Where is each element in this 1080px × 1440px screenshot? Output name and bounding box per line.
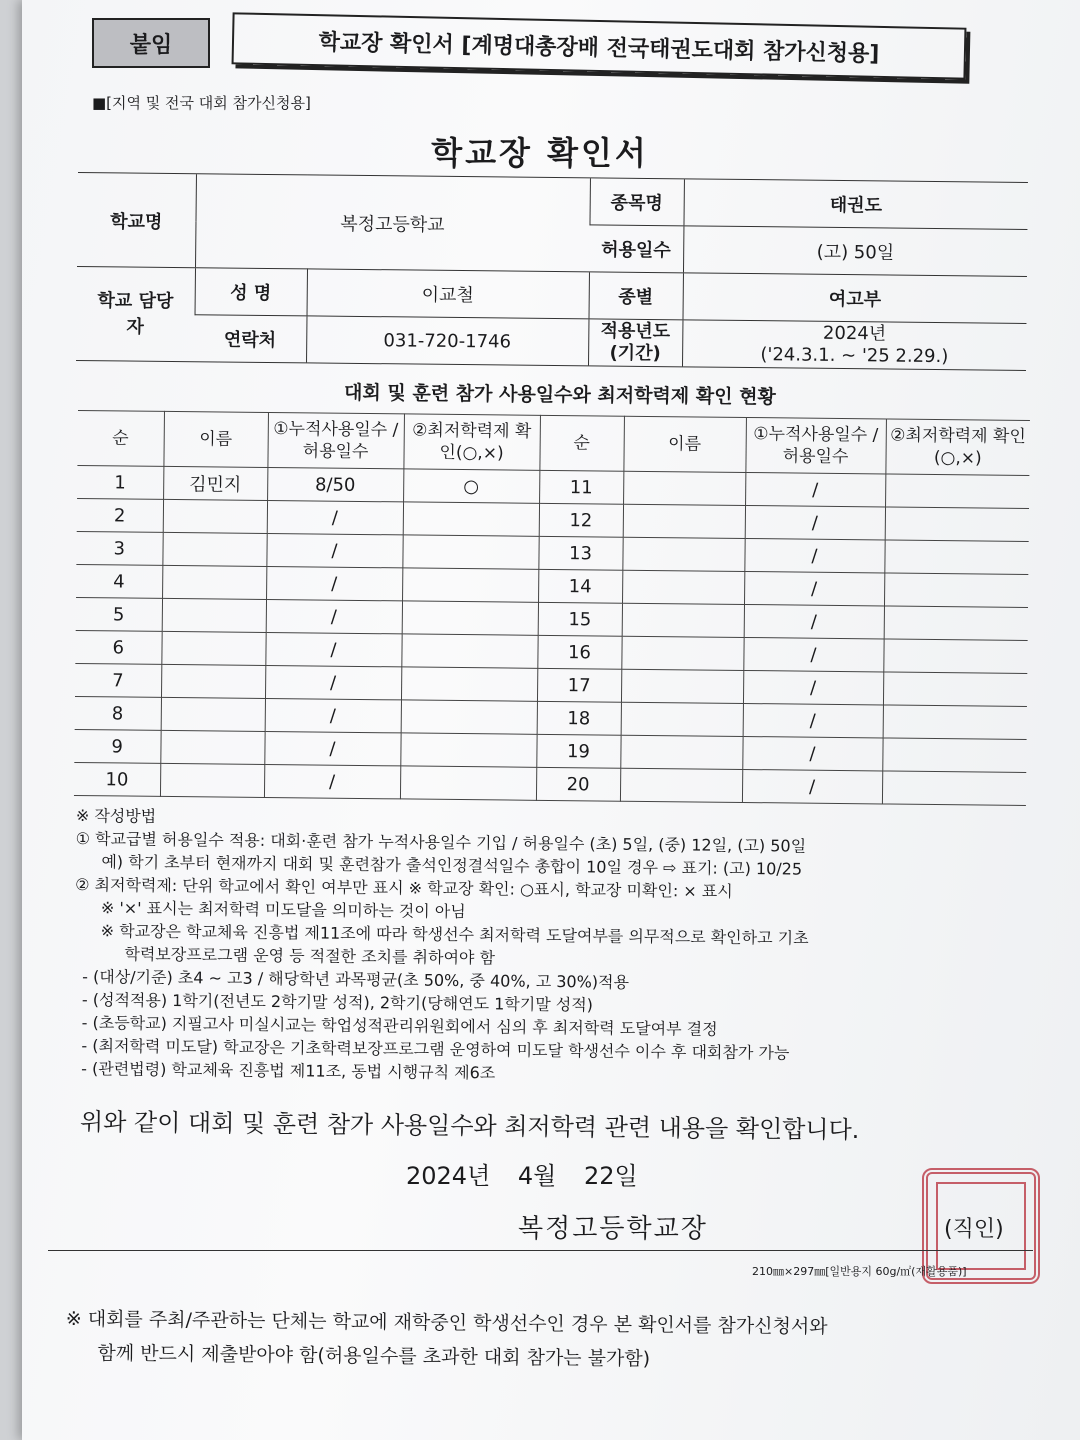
header-days: ①누적사용일수 /허용일수	[267, 412, 404, 468]
banner-title: 학교장 확인서 [계명대총장배 전국태권도대회 참가신청용]	[232, 12, 967, 79]
days-used: /	[742, 769, 882, 803]
days-used: /	[264, 764, 400, 798]
student-name	[161, 631, 265, 665]
student-name	[162, 598, 266, 632]
days-used: /	[265, 665, 401, 699]
participation-table	[74, 410, 1030, 806]
year-value: 2024년	[822, 322, 887, 345]
days-used: /	[744, 571, 884, 605]
student-name	[162, 532, 266, 566]
student-name	[621, 636, 743, 670]
gender-label: 종별	[588, 272, 682, 320]
header-no: 순	[77, 410, 164, 466]
row-number: 1	[77, 465, 163, 499]
days-used: /	[265, 698, 401, 732]
days-used: /	[266, 533, 402, 567]
confirmation-statement: 위와 같이 대회 및 훈련 참가 사용일수와 최저학력 관련 내용을 확인합니다.	[79, 1107, 860, 1145]
academic-check	[401, 700, 537, 734]
academic-check	[402, 568, 538, 602]
sport-label: 종목명	[589, 178, 683, 226]
header-days: ①누적사용일수 /허용일수	[745, 417, 886, 473]
sport-value: 태권도	[683, 179, 1027, 230]
school-label: 학교명	[77, 172, 196, 267]
academic-check	[884, 540, 1028, 575]
footer-line: 함께 반드시 제출받아야 함(허용일수를 초과한 대회 참가는 불가함)	[97, 1342, 651, 1371]
row-number: 17	[537, 668, 621, 702]
school-value: 복정고등학교	[195, 174, 590, 272]
manager-label: 학교 담당자	[76, 266, 195, 361]
student-name	[620, 768, 742, 802]
academic-check	[885, 474, 1029, 509]
days-used: /	[743, 637, 883, 671]
paper-spec: 210㎜×297㎜[일반용지 60g/㎡(재활용품)]	[752, 1265, 967, 1278]
header-name: 이름	[623, 416, 746, 472]
row-number: 11	[539, 470, 623, 504]
row-number: 15	[538, 602, 622, 636]
days-used: /	[743, 703, 883, 737]
row-number: 4	[76, 564, 162, 598]
row-number: 12	[539, 503, 623, 537]
student-name	[623, 471, 745, 505]
days-used: /	[745, 472, 885, 506]
row-number: 7	[75, 663, 161, 697]
student-name	[622, 603, 744, 637]
contact-value: 031-720-1746	[306, 316, 588, 366]
seal-label: (직인)	[944, 1217, 1004, 1242]
contact-label: 연락처	[194, 315, 306, 363]
student-name	[620, 735, 742, 769]
academic-check	[400, 733, 536, 767]
student-name	[161, 664, 265, 698]
principal-signature: 복정고등학교장	[518, 1214, 708, 1244]
days-used: /	[266, 599, 402, 633]
student-name	[160, 763, 264, 797]
student-name	[622, 570, 744, 604]
row-number: 8	[75, 696, 161, 730]
instructions	[73, 804, 1036, 1090]
note-line: ※ '×' 표시는 최저학력 미도달을 의미하는 것이 아님	[100, 898, 466, 922]
student-name	[161, 697, 265, 731]
academic-check: ○	[403, 469, 539, 503]
academic-check	[883, 639, 1027, 674]
note-line: - (초등학교) 지필고사 미실시교는 학업성적관리위원회에서 심의 후 최저학력 도달여부 결정	[81, 1013, 718, 1039]
academic-check	[401, 667, 537, 701]
note-line: ※ 작성방법	[75, 805, 157, 826]
days-used: /	[743, 670, 883, 704]
footer-note	[65, 1302, 827, 1378]
subnote: ■[지역 및 전국 대회 참가신청용]	[92, 94, 311, 112]
note-line: ※ 학교장은 학교체육 진흥법 제11조에 따라 학생선수 최저학력 도달여부를 의무적으로 확인하고 기초	[100, 921, 809, 948]
academic-check	[883, 672, 1027, 707]
student-name	[622, 537, 744, 571]
year-label: 적용년도 (기간)	[588, 319, 682, 367]
document-title: 학교장 확인서	[431, 134, 649, 172]
header-check: ②최저학력제 확인(○,×)	[403, 414, 540, 470]
days-label: 허용일수	[589, 225, 683, 273]
student-name	[163, 499, 267, 533]
header-name: 이름	[163, 411, 268, 467]
row-number: 18	[537, 701, 621, 735]
student-name	[162, 565, 266, 599]
days-used: 8/50	[267, 467, 403, 501]
note-line: ① 학교급별 허용일수 적용: 대회·훈련 참가 누적사용일수 기입 / 허용일수 (초) 5일, (중) 12일, (고) 50일	[75, 828, 807, 856]
note-line: 예) 학기 초부터 현재까지 대회 및 훈련참가 출석인정결석일수 총합이 10일 경우 ⇨ 표기: (고) 10/25	[101, 852, 803, 879]
signature-date: 2024년 4월 22일	[406, 1162, 638, 1190]
header-no: 순	[539, 415, 624, 471]
name-label: 성 명	[195, 268, 307, 316]
note-line: ② 최저학력제: 단위 학교에서 확인 여부만 표시 ※ 학교장 확인: ○표시, 학교장 미확인: × 표시	[75, 874, 733, 901]
footer-line: ※ 대회를 주최/주관하는 단체는 학교에 재학중인 학생선수인 경우 본 확인서를 참가신청서와	[65, 1307, 828, 1338]
row-number: 14	[538, 569, 622, 603]
note-line: - (성적적용) 1학기(전년도 2학기말 성적), 2학기(당해연도 1학기말 성적)	[81, 990, 594, 1015]
days-used: /	[745, 505, 885, 539]
header-check: ②최저학력제 확인(○,×)	[885, 419, 1030, 476]
academic-check	[882, 771, 1026, 806]
academic-check	[882, 738, 1026, 773]
days-used: /	[744, 604, 884, 638]
info-table	[76, 172, 1028, 371]
row-number: 9	[74, 729, 160, 763]
note-line: 학력보장프로그램 운영 등 적절한 조치를 취하여야 함	[124, 944, 496, 968]
row-number: 5	[76, 597, 162, 631]
name-value: 이교철	[307, 269, 589, 319]
days-used: /	[267, 500, 403, 534]
student-name: 김민지	[163, 466, 267, 500]
row-number: 6	[75, 630, 161, 664]
academic-check	[883, 705, 1027, 740]
academic-check	[884, 573, 1028, 608]
academic-check	[401, 634, 537, 668]
row-number: 20	[536, 767, 620, 801]
days-used: /	[744, 538, 884, 572]
attachment-tag: 붙임	[92, 18, 210, 68]
academic-check	[400, 766, 536, 800]
academic-check	[402, 601, 538, 635]
row-number: 10	[74, 762, 160, 796]
year-cell	[682, 320, 1026, 371]
row-number: 3	[76, 531, 162, 565]
row-number: 16	[537, 635, 621, 669]
table-header-row	[77, 410, 1030, 475]
days-value: (고) 50일	[683, 226, 1027, 277]
note-line: - (관련법령) 학교체육 진흥법 제11조, 동법 시행규칙 제6조	[81, 1059, 496, 1083]
student-name	[160, 730, 264, 764]
days-used: /	[264, 731, 400, 765]
row-number: 2	[77, 498, 163, 532]
academic-check	[885, 507, 1029, 542]
days-used: /	[265, 632, 401, 666]
section-title: 대회 및 훈련 참가 사용일수와 최저학력제 확인 현황	[344, 381, 776, 409]
student-name	[621, 669, 743, 703]
note-line: - (대상/기준) 초4 ~ 고3 / 해당학년 과목평균(초 50%, 중 40%, 고 30%)적용	[82, 967, 630, 992]
academic-check	[884, 606, 1028, 641]
academic-check	[402, 535, 538, 569]
student-name	[621, 702, 743, 736]
row-number: 13	[538, 536, 622, 570]
header	[92, 16, 982, 80]
student-name	[623, 504, 745, 538]
year-period: ('24.3.1. ~ '25 2.29.)	[760, 344, 949, 368]
row-number: 19	[536, 734, 620, 768]
note-line: - (최저학력 미도달) 학교장은 기초학력보장프로그램 운영하여 미도달 학생선수 이수 후 대회참가 가능	[81, 1036, 790, 1063]
days-used: /	[266, 566, 402, 600]
gender-value: 여고부	[682, 273, 1026, 324]
days-used: /	[742, 736, 882, 770]
divider	[48, 1250, 1033, 1251]
academic-check	[403, 502, 539, 536]
